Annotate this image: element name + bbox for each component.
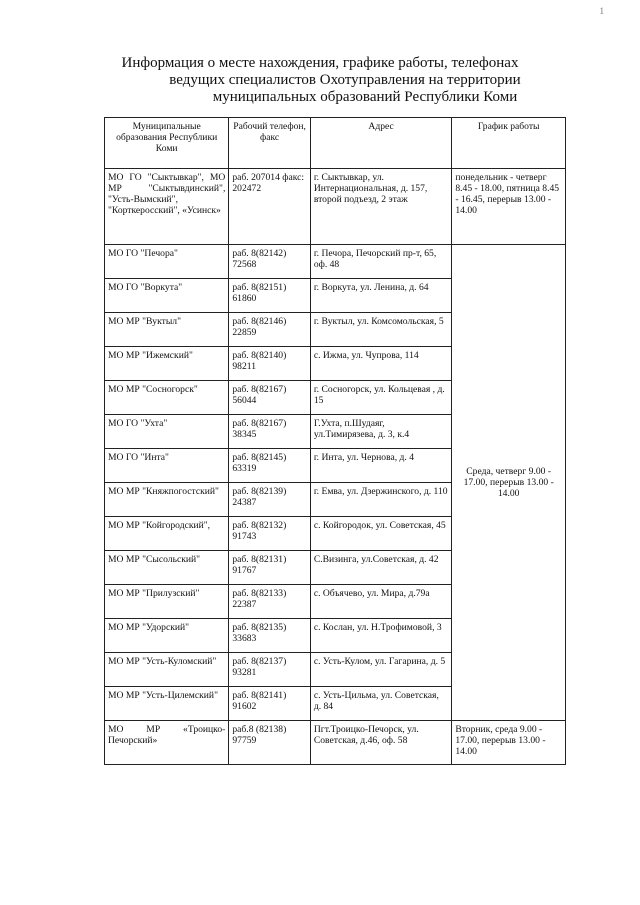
phone-cell: раб. 207014 факс: 202472 — [229, 169, 310, 245]
municipality-cell: МО ГО "Печора" — [105, 245, 229, 279]
municipality-cell: МО МР "Койгородский", — [105, 517, 229, 551]
municipality-cell: МО МР "Сосногорск" — [105, 381, 229, 415]
municipality-cell: МО МР "Удорский" — [105, 619, 229, 653]
table-row — [105, 721, 566, 765]
municipality-cell: МО МР "Княжпогостский" — [105, 483, 229, 517]
phone-cell: раб. 8(82141) 91602 — [229, 687, 310, 721]
schedule-cell: понедельник - четверг 8.45 - 18.00, пятница 8.45 - 16.45, перерыв 13.00 - 14.00 — [452, 169, 566, 245]
phone-cell: раб. 8(82140) 98211 — [229, 347, 310, 381]
address-cell: г. Емва, ул. Дзержинского, д. 110 — [310, 483, 452, 517]
municipality-cell: МО МР "Сысольский" — [105, 551, 229, 585]
table-header-row — [105, 118, 566, 169]
contacts-table — [104, 117, 566, 765]
phone-cell: раб. 8(82132) 91743 — [229, 517, 310, 551]
municipality-cell: МО МР "Усть-Цилемский" — [105, 687, 229, 721]
address-cell: с. Ижма, ул. Чупрова, 114 — [310, 347, 452, 381]
header-schedule: График работы — [452, 118, 566, 169]
address-cell: г. Инта, ул. Чернова, д. 4 — [310, 449, 452, 483]
municipality-cell: МО МР "Ижемский" — [105, 347, 229, 381]
title-line-2: ведущих специалистов Охотуправления на территории — [169, 72, 521, 88]
schedule-cell-merged: Среда, четверг 9.00 - 17.00, перерыв 13.00 - 14.00 — [452, 245, 566, 721]
municipality-cell: МО МР "Усть-Куломский" — [105, 653, 229, 687]
document-title — [90, 55, 580, 106]
page-mark: 1 — [599, 6, 604, 16]
phone-cell: раб. 8(82167) 56044 — [229, 381, 310, 415]
phone-cell: раб.8 (82138) 97759 — [229, 721, 310, 765]
address-cell: С.Визинга, ул.Советская, д. 42 — [310, 551, 452, 585]
phone-cell: раб. 8(82133) 22387 — [229, 585, 310, 619]
table-row — [105, 245, 566, 279]
phone-cell: раб. 8(82135) 33683 — [229, 619, 310, 653]
address-cell: г. Вуктыл, ул. Комсомольская, 5 — [310, 313, 452, 347]
municipality-cell: МО ГО "Воркута" — [105, 279, 229, 313]
address-cell: г. Воркута, ул. Ленина, д. 64 — [310, 279, 452, 313]
municipality-cell: МО ГО "Ухта" — [105, 415, 229, 449]
municipality-cell: МО ГО "Инта" — [105, 449, 229, 483]
address-cell: с. Усть-Кулом, ул. Гагарина, д. 5 — [310, 653, 452, 687]
title-line-3: муниципальных образований Республики Коми — [212, 89, 518, 105]
address-cell: с. Кослан, ул. Н.Трофимовой, 3 — [310, 619, 452, 653]
schedule-cell: Вторник, среда 9.00 - 17.00, перерыв 13.00 - 14.00 — [452, 721, 566, 765]
municipality-cell: МО ГО "Сыктывкар", МО МР "Сыктывдинский", "Усть-Вымский", "Корткеросский", «Усинск» — [105, 169, 229, 245]
phone-cell: раб. 8(82142) 72568 — [229, 245, 310, 279]
address-cell: с. Койгородок, ул. Советская, 45 — [310, 517, 452, 551]
header-address: Адрес — [310, 118, 452, 169]
address-cell: г. Сыктывкар, ул. Интернациональная, д. 157, второй подъезд, 2 этаж — [310, 169, 452, 245]
phone-cell: раб. 8(82145) 63319 — [229, 449, 310, 483]
municipality-cell: МО МР «Троицко-Печорский» — [105, 721, 229, 765]
phone-cell: раб. 8(82131) 91767 — [229, 551, 310, 585]
header-phone: Рабочий телефон, факс — [229, 118, 310, 169]
header-municipality: Муниципальные образования Республики Коми — [105, 118, 229, 169]
address-cell: с. Объячево, ул. Мира, д.79а — [310, 585, 452, 619]
phone-cell: раб. 8(82137) 93281 — [229, 653, 310, 687]
phone-cell: раб. 8(82167) 38345 — [229, 415, 310, 449]
title-line-1: Информация о месте нахождения, графике работы, телефонах — [121, 55, 519, 71]
address-cell: г. Печора, Печорский пр-т, 65, оф. 48 — [310, 245, 452, 279]
phone-cell: раб. 8(82151) 61860 — [229, 279, 310, 313]
address-cell: Пгт.Троицко-Печорск, ул. Советская, д.46, оф. 58 — [310, 721, 452, 765]
address-cell: г. Сосногорск, ул. Кольцевая , д. 15 — [310, 381, 452, 415]
phone-cell: раб. 8(82139) 24387 — [229, 483, 310, 517]
address-cell: Г.Ухта, п.Шудаяг, ул.Тимирязева, д. 3, к.4 — [310, 415, 452, 449]
address-cell: с. Усть-Цильма, ул. Советская, д. 84 — [310, 687, 452, 721]
municipality-cell: МО МР "Прилузский" — [105, 585, 229, 619]
municipality-cell: МО МР "Вуктыл" — [105, 313, 229, 347]
phone-cell: раб. 8(82146) 22859 — [229, 313, 310, 347]
table-row — [105, 169, 566, 245]
